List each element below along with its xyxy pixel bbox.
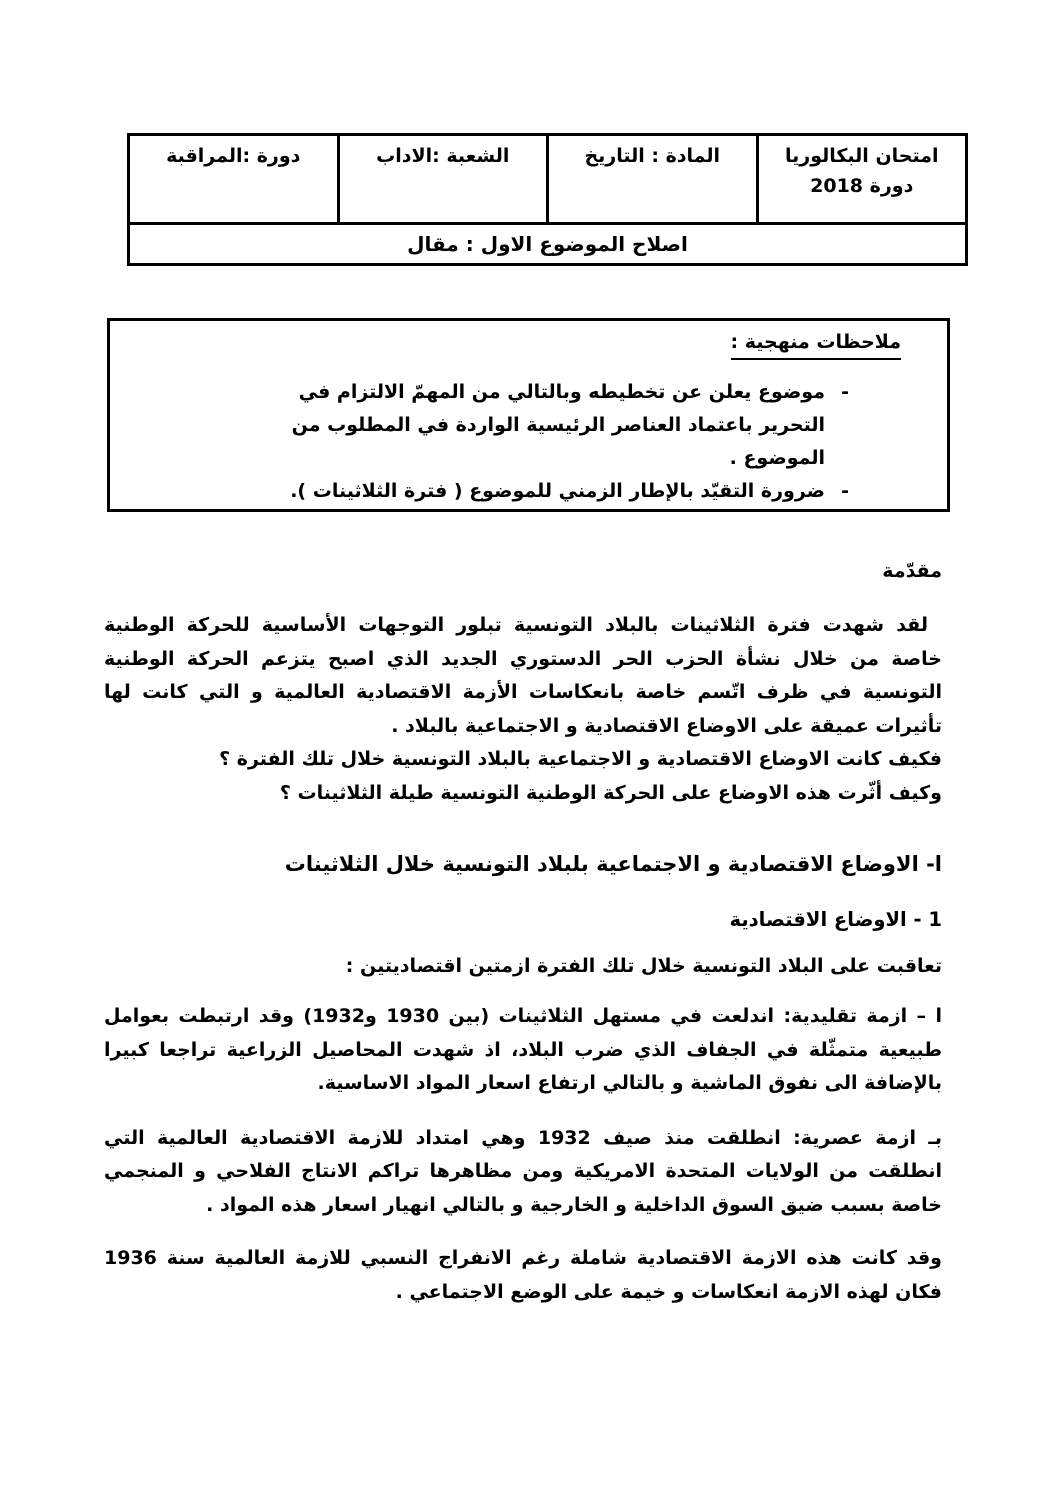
section-cell: الشعبة :الاداب (338, 135, 548, 224)
notes-bullet-list (110, 376, 947, 508)
dash-bullet-icon: - (841, 480, 849, 502)
subsection-1-heading: 1 - الاوضاع الاقتصادية (729, 908, 942, 931)
closing-paragraph: وقد كانت هذه الازمة الاقتصادية شاملة رغم الانفراج النسبي للازمة العالمية سنة 1936 فكان لهذه الازمة انعكاسات و خيمة على الوضع الاجتماعي . (104, 1247, 942, 1303)
document-body (104, 557, 942, 1309)
methodology-notes-box (107, 318, 950, 512)
bullet-text: ضرورة التقيّد بالإطار الزمني للموضوع ( فترة الثلاثينات ). (290, 480, 825, 502)
crisis-b-lead: بـ ازمة عصرية: (793, 1126, 942, 1149)
crisis-b-text: انطلقت منذ صيف 1932 وهي امتداد للازمة الاقتصادية العالمية التي انطلقت من الولايات المتحدة الامريكية ومن مظاهرها تراكم الانتاج الفلاحي و المنجمي خاصة بسبب ضيق السوق الداخلية و الخارجية و بالتالي انهيار اسعار هذه المواد . (104, 1126, 942, 1216)
introduction-paragraph: لقد شهدت فترة الثلاثينات بالبلاد التونسية تبلور التوجهات الأساسية للحركة الوطنية خاصة من خلال نشأة الحزب الحر الدستوري الجديد الذي اصبح يتزعم الحركة الوطنية التونسية في ظرف اتّسم خاصة بانعكاسات الأزمة الاقتصادية العالمية و التي كانت لها تأثيرات عميقة على الاوضاع الاقتصادية و الاجتماعية بالبلاد . (104, 614, 942, 737)
notes-title-row (110, 328, 947, 360)
subject-cell: المادة : التاريخ (548, 135, 758, 224)
introduction-heading: مقدّمة (882, 560, 942, 582)
notes-title: ملاحظات منهجية : (731, 328, 901, 360)
correction-title-cell: اصلاح الموضوع الاول : مقال (129, 224, 967, 265)
question-2: وكيف أثّرت هذه الاوضاع على الحركة الوطنية التونسية طيلة الثلاثينات ؟ (279, 781, 942, 804)
exam-title-line1: امتحان البكالوريا (784, 145, 939, 167)
session-cell: دورة :المراقبة (129, 135, 339, 224)
bullet-text: موضوع يعلن عن تخطيطه وبالتالي من المهمّ الالتزام في التحرير باعتماد العناصر الرئيسية الواردة في المطلوب من الموضوع . (291, 381, 825, 469)
exam-title-cell (757, 135, 967, 224)
exam-header-table (127, 133, 968, 266)
crisis-a-lead: ا – ازمة تقليدية: (783, 1005, 942, 1027)
subsection-1-intro: تعاقبت على البلاد التونسية خلال تلك الفترة ازمتين اقتصاديتين : (345, 955, 942, 977)
dash-bullet-icon: - (841, 381, 849, 403)
exam-title-line2: دورة 2018 (810, 175, 914, 197)
section-1-heading: ا- الاوضاع الاقتصادية و الاجتماعية بلبلاد التونسية خلال الثلاثينات (284, 852, 942, 876)
crisis-a-text: اندلعت في مستهل الثلاثينات (بين 1930 و1932) وقد ارتبطت بعوامل طبيعية متمثّلة في الجفاف الذي ضرب البلاد، اذ شهدت المحاصيل الزراعية تراجعا كبيرا بالإضافة الى نفوق الماشية و بالتالي ارتفاع اسعار المواد الاساسية. (104, 1005, 942, 1094)
list-item (230, 376, 849, 475)
crisis-b-paragraph (104, 1122, 942, 1223)
crisis-a-paragraph (104, 1000, 942, 1101)
question-1: فكيف كانت الاوضاع الاقتصادية و الاجتماعية بالبلاد التونسية خلال تلك الفترة ؟ (219, 748, 942, 770)
list-item (230, 475, 849, 508)
